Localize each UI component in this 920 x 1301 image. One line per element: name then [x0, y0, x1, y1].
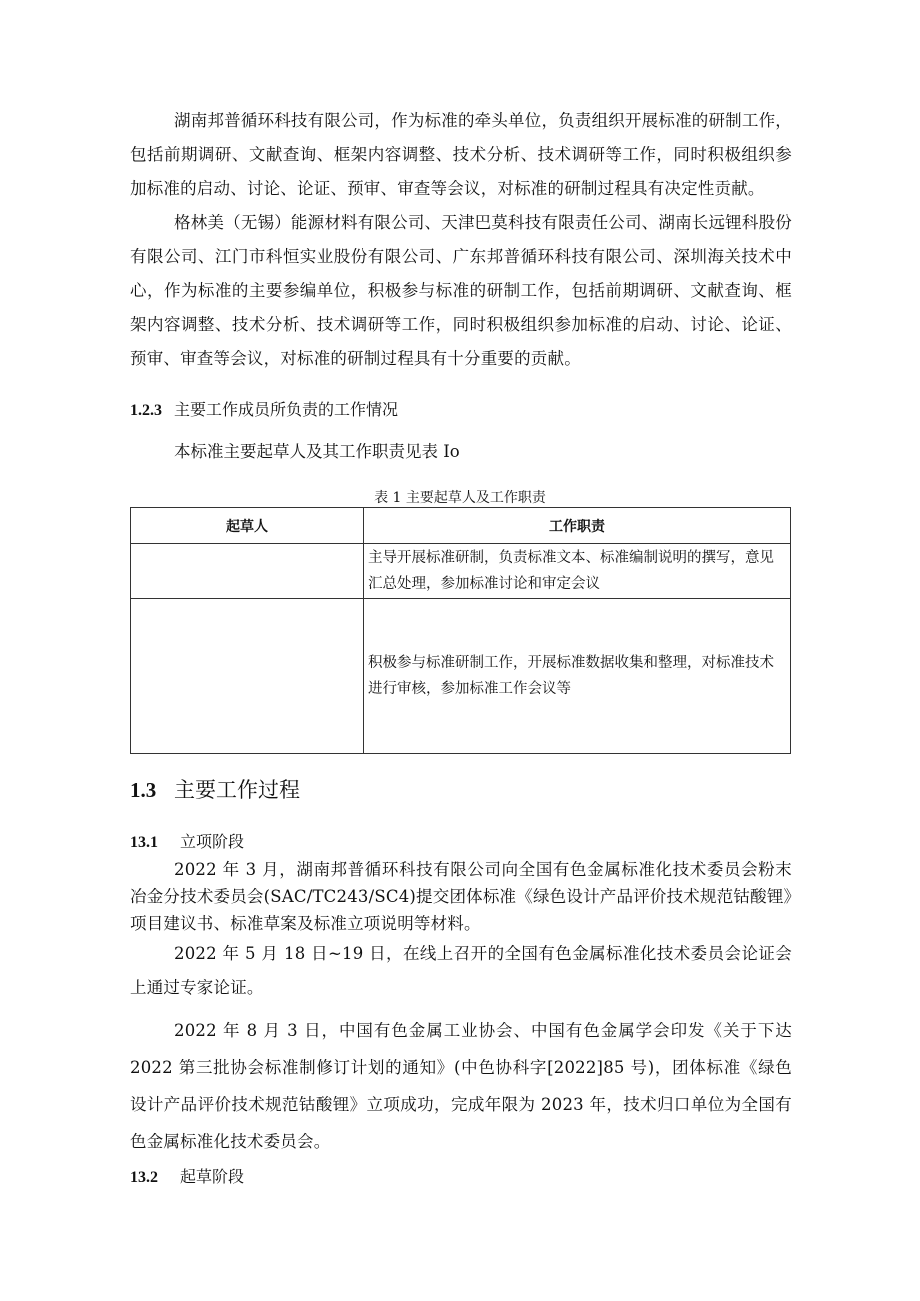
table-caption: 表 1 主要起草人及工作职责 — [374, 490, 546, 506]
paragraph-may-2022: 2022 年 5 月 18 日~19 日，在线上召开的全国有色金属标准化技术委员会论证会上通过专家论证。 — [130, 944, 792, 997]
paragraph-lead-unit: 湖南邦普循环科技有限公司，作为标准的牵头单位，负责组织开展标准的研制工作，包括前期调研、文献查询、框架内容调整、技术分析、技术调研等工作，同时积极组织参加标准的启动、讨论、论证、预审、审查等会议，对标准的研制过程具有决定性贡献。 — [130, 111, 792, 198]
table-intro-line: 本标准主要起草人及其工作职责见表 Io — [174, 442, 460, 461]
section-number: 1.3 — [130, 778, 157, 802]
section-number: 13.1 — [130, 834, 158, 851]
section-number: 1.2.3 — [130, 402, 162, 419]
section-heading-1-3 — [130, 775, 300, 805]
table-row — [131, 544, 791, 599]
section-heading-13-1 — [130, 830, 244, 855]
section-title: 主要工作过程 — [174, 778, 300, 802]
paragraph-participating-units: 格林美（无锡）能源材料有限公司、天津巴莫科技有限责任公司、湖南长远锂科股份有限公司、江门市科恒实业股份有限公司、广东邦普循环科技有限公司、深圳海关技术中心，作为标准的主要参编单位，积极参与标准的研制工作，包括前期调研、文献查询、框架内容调整、技术分析、技术调研等工作，同时积极组织参加标准的启动、讨论、论证、预审、审查等会议，对标准的研制过程具有十分重要的贡献。 — [130, 213, 792, 368]
header-duty: 工作职责 — [364, 508, 791, 544]
drafter-cell — [131, 544, 364, 599]
paragraph-august-2022: 2022 年 8 月 3 日，中国有色金属工业协会、中国有色金属学会印发《关于下达 2022 第三批协会标准制修订计划的通知》(中色协科字[2022]85 号)，团体标准《绿色设计产品评价技术规范钴酸锂》立项成功，完成年限为 2023 年，技术归口单位为全国有色金属标准化技术委员会。 — [130, 1021, 792, 1151]
drafter-cell — [131, 599, 364, 754]
section-title: 起草阶段 — [180, 1167, 245, 1186]
section-heading-1-2-3 — [130, 398, 398, 423]
section-heading-13-2 — [130, 1165, 244, 1190]
section-title: 立项阶段 — [180, 832, 245, 851]
table-header-row — [131, 508, 791, 544]
section-title: 主要工作成员所负责的工作情况 — [174, 400, 399, 419]
duty-cell: 主导开展标准研制，负责标准文本、标准编制说明的撰写，意见汇总处理，参加标准讨论和审定会议 — [364, 544, 791, 599]
duty-cell: 积极参与标准研制工作，开展标准数据收集和整理，对标准技术进行审核，参加标准工作会议等 — [364, 599, 791, 754]
table-row — [131, 599, 791, 754]
drafters-table — [130, 507, 791, 754]
paragraph-march-2022: 2022 年 3 月，湖南邦普循环科技有限公司向全国有色金属标准化技术委员会粉末冶金分技术委员会(SAC/TC243/SC4)提交团体标准《绿色设计产品评价技术规范钴酸锂》项目建议书、标准草案及标准立项说明等材料。 — [130, 860, 792, 933]
header-drafter: 起草人 — [131, 508, 364, 544]
section-number: 13.2 — [130, 1169, 158, 1186]
